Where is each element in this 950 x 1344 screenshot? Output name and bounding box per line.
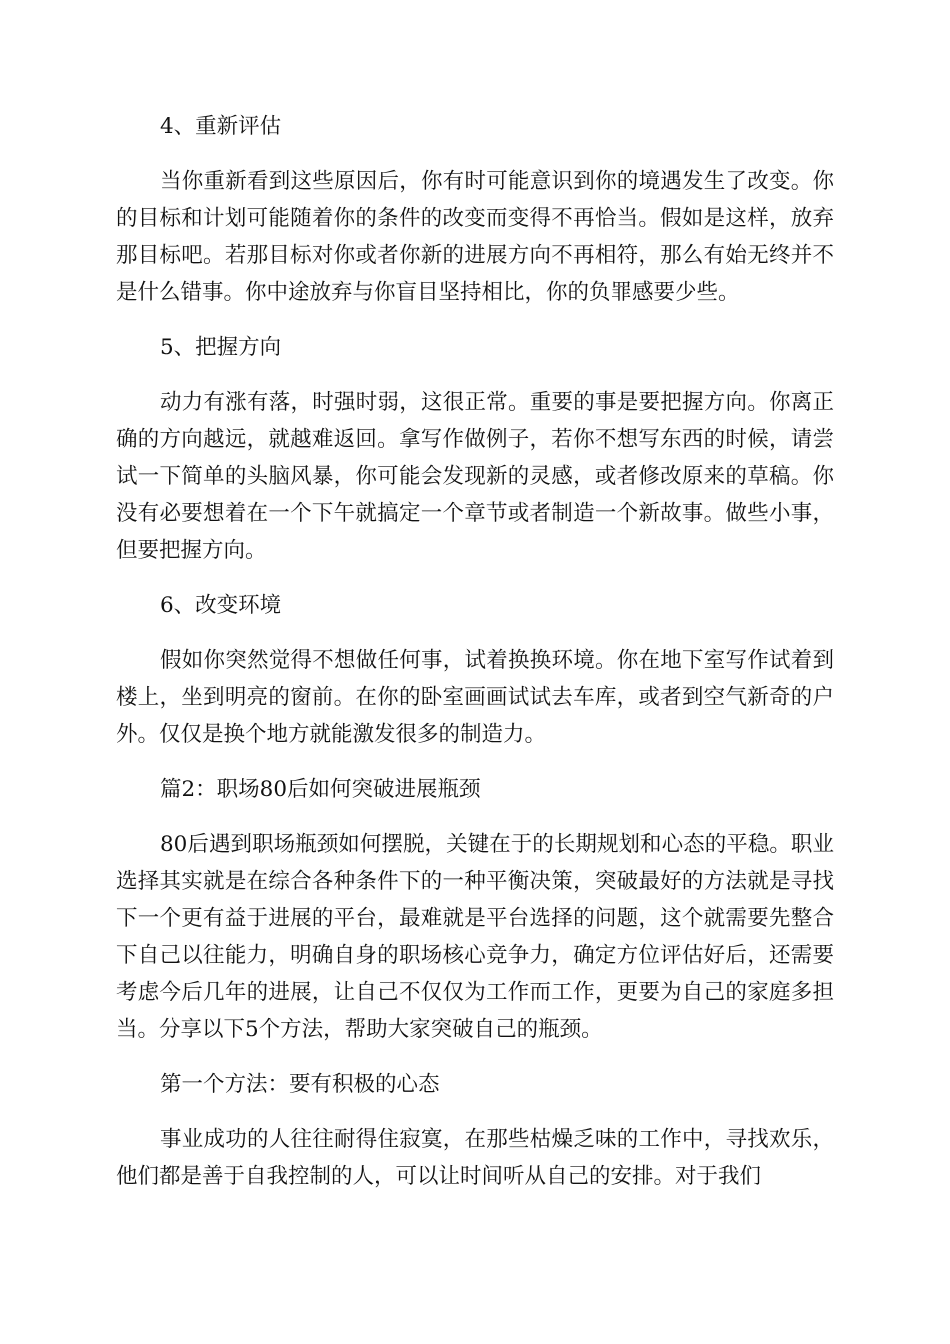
section-heading-reassess: 4、重新评估 — [160, 114, 282, 139]
paragraph-part2-intro: 80后遇到职场瓶颈如何摆脱，关键在于的长期规划和心态的平稳。职业选择其实就是在综合各种条件下的一种平衡决策，突破最好的方法就是寻找下一个更有益于进展的平台，最难就是平台选择的问题，这个就需要先整合下自己以往能力，明确自身的职场核心竞争力，确定方位评估好后，还需要考虑今后几年的进展，让自己不仅仅为工作而工作，更要为自己的家庭多担当。分享以下5个方法，帮助大家突破自己的瓶颈。 — [116, 832, 834, 1042]
paragraph-method-1: 事业成功的人往往耐得住寂寞，在那些枯燥乏味的工作中，寻找欢乐，他们都是善于自我控制的人，可以让时间听从自己的安排。对于我们 — [116, 1127, 834, 1189]
paragraph-environment: 假如你突然觉得不想做任何事，试着换换环境。你在地下室写作试着到楼上，坐到明亮的窗前。在你的卧室画画试试去车库，或者到空气新奇的户外。仅仅是换个地方就能激发很多的制造力。 — [116, 648, 834, 747]
article-title-part2: 篇2：职场80后如何突破进展瓶颈 — [160, 777, 481, 802]
paragraph-reassess: 当你重新看到这些原因后，你有时可能意识到你的境遇发生了改变。你的目标和计划可能随着你的条件的改变而变得不再恰当。假如是这样，放弃那目标吧。若那目标对你或者你新的进展方向不再相符，那么有始无终并不是什么错事。你中途放弃与你盲目坚持相比，你的负罪感要少些。 — [116, 169, 834, 305]
section-heading-direction: 5、把握方向 — [160, 335, 282, 360]
document-page — [116, 108, 834, 1213]
section-heading-method-1: 第一个方法：要有积极的心态 — [160, 1072, 440, 1097]
section-heading-environment: 6、改变环境 — [160, 593, 282, 618]
paragraph-direction: 动力有涨有落，时强时弱，这很正常。重要的事是要把握方向。你离正确的方向越远，就越难返回。拿写作做例子，若你不想写东西的时候，请尝试一下简单的头脑风暴，你可能会发现新的灵感，或者修改原来的草稿。你没有必要想着在一个下午就搞定一个章节或者制造一个新故事。做些小事，但要把握方向。 — [116, 390, 834, 563]
